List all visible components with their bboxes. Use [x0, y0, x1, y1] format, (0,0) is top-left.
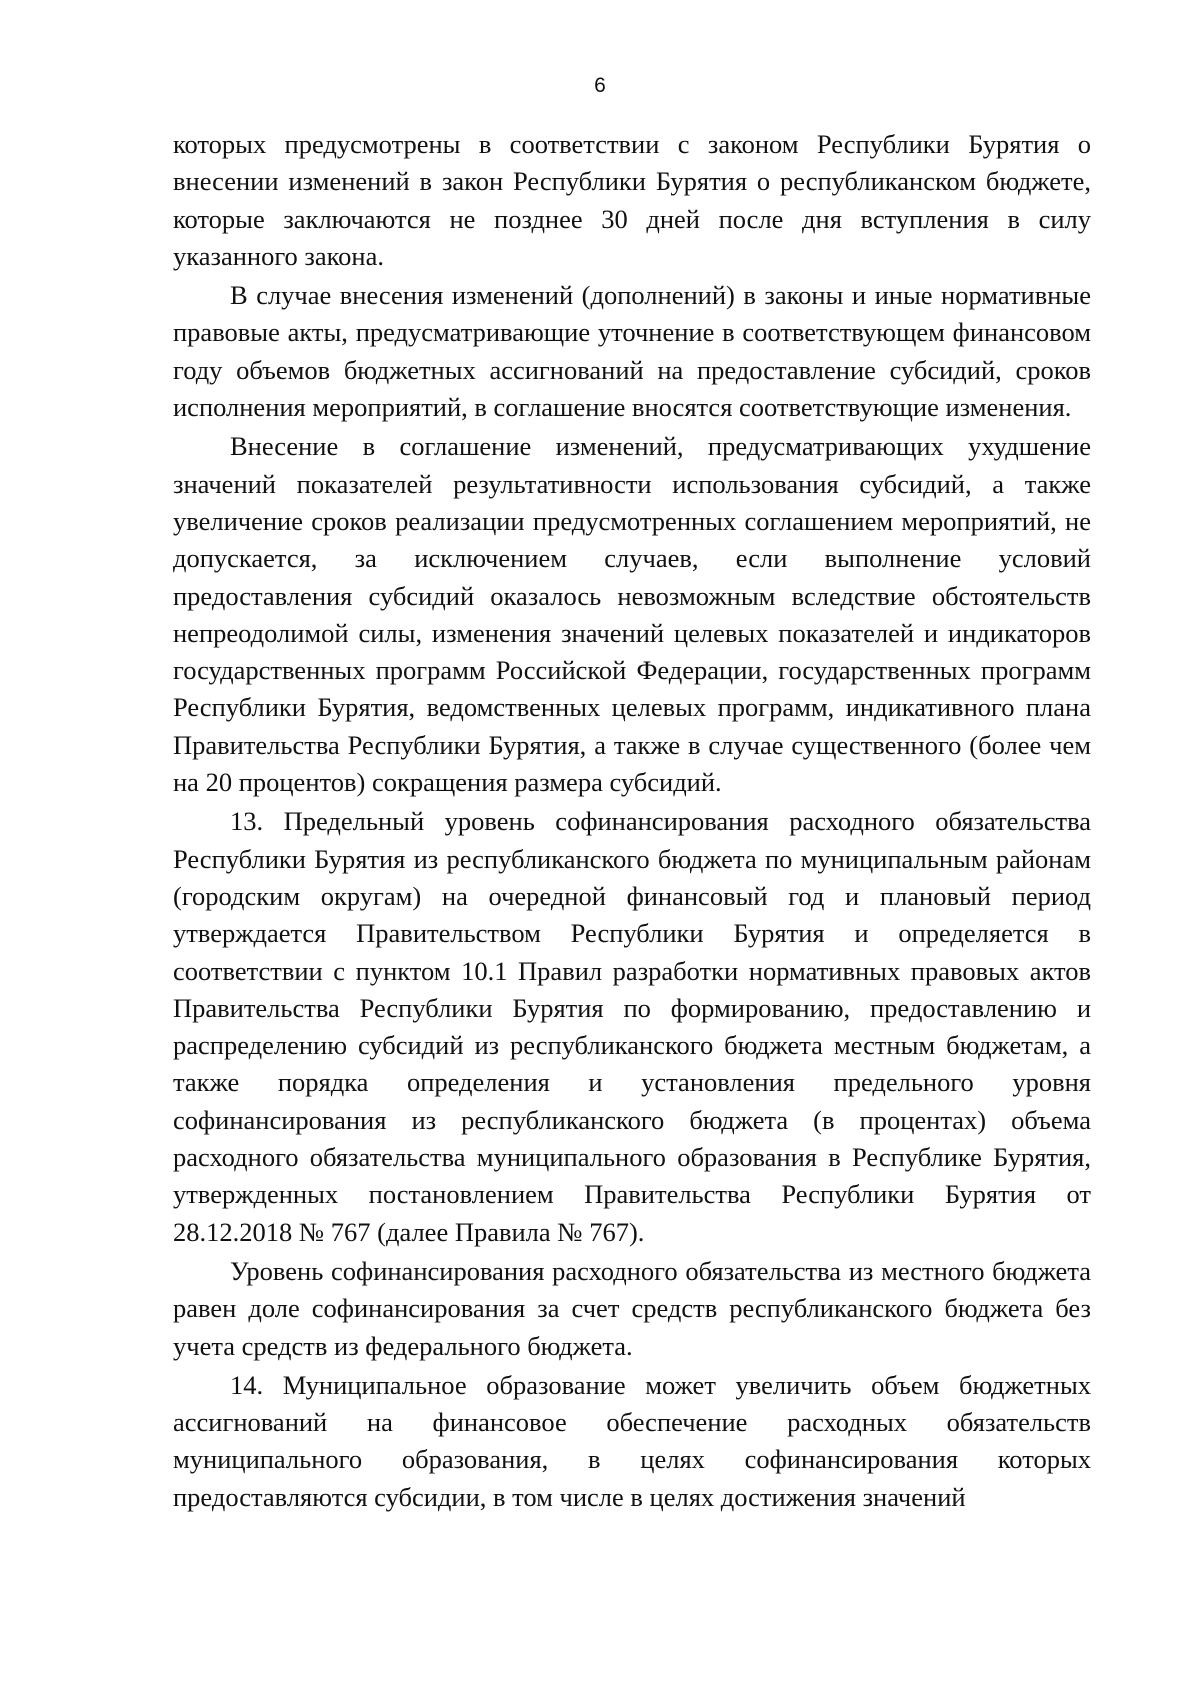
document-body — [173, 126, 1091, 1516]
paragraph-item-14: 14. Муниципальное образование может увеличить объем бюджетных ассигнований на финансовое обеспечение расходных обязательств муниципального образования, в целях софинансирования которых предоставляются субсидии, в том числе в целях достижения значений — [173, 1369, 1091, 1512]
paragraph-item-13: 13. Предельный уровень софинансирования расходного обязательства Республики Бурятия из республиканского бюджета по муниципальным районам (городским округам) на очередной финансовый год и плановый период утверждается Правительством Республики Бурятия и определяется в соответствии с пунктом 10.1 Правил разработки нормативных правовых актов Правительства Республики Бурятия по формированию, предоставлению и распределению субсидий из республиканского бюджета местным бюджетам, а также порядка определения и установления предельного уровня софинансирования из республиканского бюджета (в процентах) объема расходного обязательства муниципального образования в Республике Бурятия, утвержденных постановлением Правительства Республики Бурятия от 28.12.2018 № 767 (далее Правила № 767). — [173, 806, 1091, 1247]
paragraph-cofinancing-level: Уровень софинансирования расходного обязательства из местного бюджета равен доле софинансирования за счет средств республиканского бюджета без учета средств из федерального бюджета. — [173, 1255, 1091, 1361]
paragraph-deterioration: Внесение в соглашение изменений, предусматривающих ухудшение значений показателей результативности использования субсидий, а также увеличение сроков реализации предусмотренных соглашением мероприятий, не допускается, за исключением случаев, если выполнение условий предоставления субсидий оказалось невозможным вследствие обстоятельств непреодолимой силы, изменения значений целевых показателей и индикаторов государственных программ Российской Федерации, государственных программ Республики Бурятия, ведомственных целевых программ, индикативного плана Правительства Республики Бурятия, а также в случае существенного (более чем на 20 процентов) сокращения размера субсидий. — [173, 431, 1091, 798]
paragraph-continuation: которых предусмотрены в соответствии с законом Республики Бурятия о внесении изменений в закон Республики Бурятия о республиканском бюджете, которые заключаются не позднее 30 дней после дня вступления в силу указанного закона. — [173, 129, 1091, 271]
paragraph-amendments: В случае внесения изменений (дополнений) в законы и иные нормативные правовые акты, предусматривающие уточнение в соответствующем финансовом году объемов бюджетных ассигнований на предоставление субсидий, сроков исполнения мероприятий, в соглашение вносятся соответствующие изменения. — [173, 280, 1091, 423]
page-number: 6 — [594, 74, 606, 97]
